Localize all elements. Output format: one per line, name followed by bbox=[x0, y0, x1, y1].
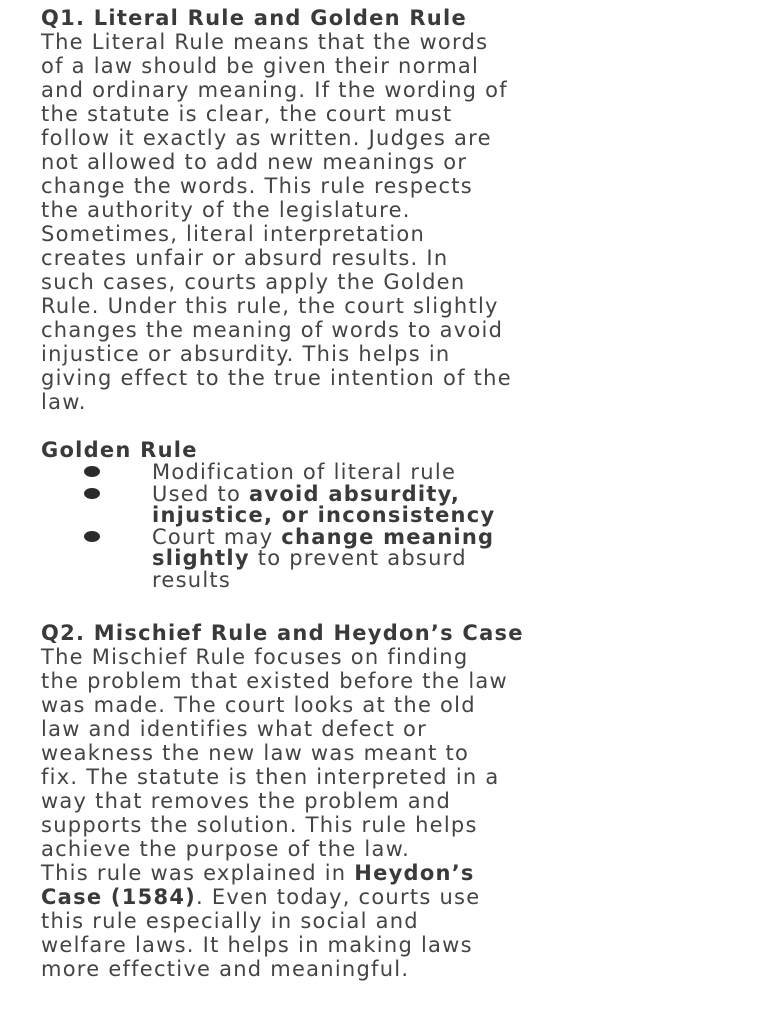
q2-line: weakness the new law was meant to bbox=[41, 741, 470, 765]
bullet-text-line bbox=[152, 524, 741, 549]
q1-line: The Literal Rule means that the words bbox=[41, 30, 489, 54]
q1-line: follow it exactly as written. Judges are bbox=[41, 126, 492, 150]
bullet-text-plain: Court may bbox=[152, 524, 282, 549]
bullet-dot-icon bbox=[84, 531, 100, 542]
q1-line: and ordinary meaning. If the wording of bbox=[41, 78, 508, 102]
q2-line: The Mischief Rule focuses on finding bbox=[41, 645, 469, 669]
q1-line: Rule. Under this rule, the court slightly bbox=[41, 294, 499, 318]
q2-line bbox=[41, 885, 741, 909]
q1-line: such cases, courts apply the Golden bbox=[41, 270, 466, 294]
q1-line: law. bbox=[41, 390, 87, 414]
q1-line: of a law should be given their normal bbox=[41, 54, 480, 78]
bullet-text-line bbox=[152, 505, 741, 527]
bullet-text-bold: avoid absurdity, bbox=[249, 481, 461, 506]
bullet-text-plain: to prevent absurd bbox=[249, 546, 467, 570]
q2-line: this rule especially in social and bbox=[41, 909, 419, 933]
q2-line: was made. The court looks at the old bbox=[41, 693, 476, 717]
q2-text-plain: This rule was explained in bbox=[41, 861, 355, 885]
case-name-bold: Case (1584) bbox=[41, 885, 197, 909]
bullet-text: Modification of literal rule bbox=[152, 460, 457, 484]
q2-paragraph bbox=[41, 645, 741, 981]
golden-rule-list bbox=[41, 462, 741, 591]
q2-line: achieve the purpose of the law. bbox=[41, 837, 411, 861]
q2-heading: Q2. Mischief Rule and Heydon’s Case bbox=[41, 621, 524, 645]
bullet-text-line bbox=[152, 548, 741, 570]
q2-line: law and identifies what defect or bbox=[41, 717, 427, 741]
bullet-text-bold: injustice, or inconsistency bbox=[152, 503, 496, 527]
q2-line: the problem that existed before the law bbox=[41, 669, 508, 693]
bullet-dot-icon bbox=[84, 488, 100, 499]
list-item bbox=[41, 462, 741, 484]
q2-line: welfare laws. It helps in making laws bbox=[41, 933, 473, 957]
bullet-text-plain: Used to bbox=[152, 481, 249, 506]
list-item bbox=[41, 481, 741, 527]
list-item bbox=[41, 524, 741, 592]
q1-line: Sometimes, literal interpretation bbox=[41, 222, 426, 246]
q1-line: the statute is clear, the court must bbox=[41, 102, 453, 126]
q1-line: not allowed to add new meanings or bbox=[41, 150, 468, 174]
spacer bbox=[41, 414, 741, 438]
q2-line: way that removes the problem and bbox=[41, 789, 452, 813]
bullet-text-line: results bbox=[152, 567, 232, 592]
bullet-text-bold: change meaning bbox=[281, 524, 495, 549]
spacer bbox=[41, 591, 741, 621]
q1-line: change the words. This rule respects bbox=[41, 174, 473, 198]
q1-paragraph bbox=[41, 30, 741, 414]
q1-line: injustice or absurdity. This helps in bbox=[41, 342, 451, 366]
q1-line: changes the meaning of words to avoid bbox=[41, 318, 504, 342]
q1-line: giving effect to the true intention of the bbox=[41, 366, 512, 390]
bullet-text-bold: slightly bbox=[152, 546, 250, 570]
golden-rule-heading: Golden Rule bbox=[41, 438, 198, 462]
bullet-dot-icon bbox=[84, 466, 100, 477]
q1-heading: Q1. Literal Rule and Golden Rule bbox=[41, 6, 467, 30]
q1-line: creates unfair or absurd results. In bbox=[41, 246, 449, 270]
bullet-text-line bbox=[152, 481, 741, 506]
q2-line: supports the solution. This rule helps bbox=[41, 813, 478, 837]
q2-text-plain: . Even today, courts use bbox=[196, 885, 481, 909]
q2-line: more effective and meaningful. bbox=[41, 957, 410, 981]
document-body bbox=[41, 6, 741, 981]
case-name-bold: Heydon’s bbox=[354, 861, 475, 885]
q1-line: the authority of the legislature. bbox=[41, 198, 411, 222]
q2-line: fix. The statute is then interpreted in a bbox=[41, 765, 500, 789]
q2-line bbox=[41, 861, 741, 885]
